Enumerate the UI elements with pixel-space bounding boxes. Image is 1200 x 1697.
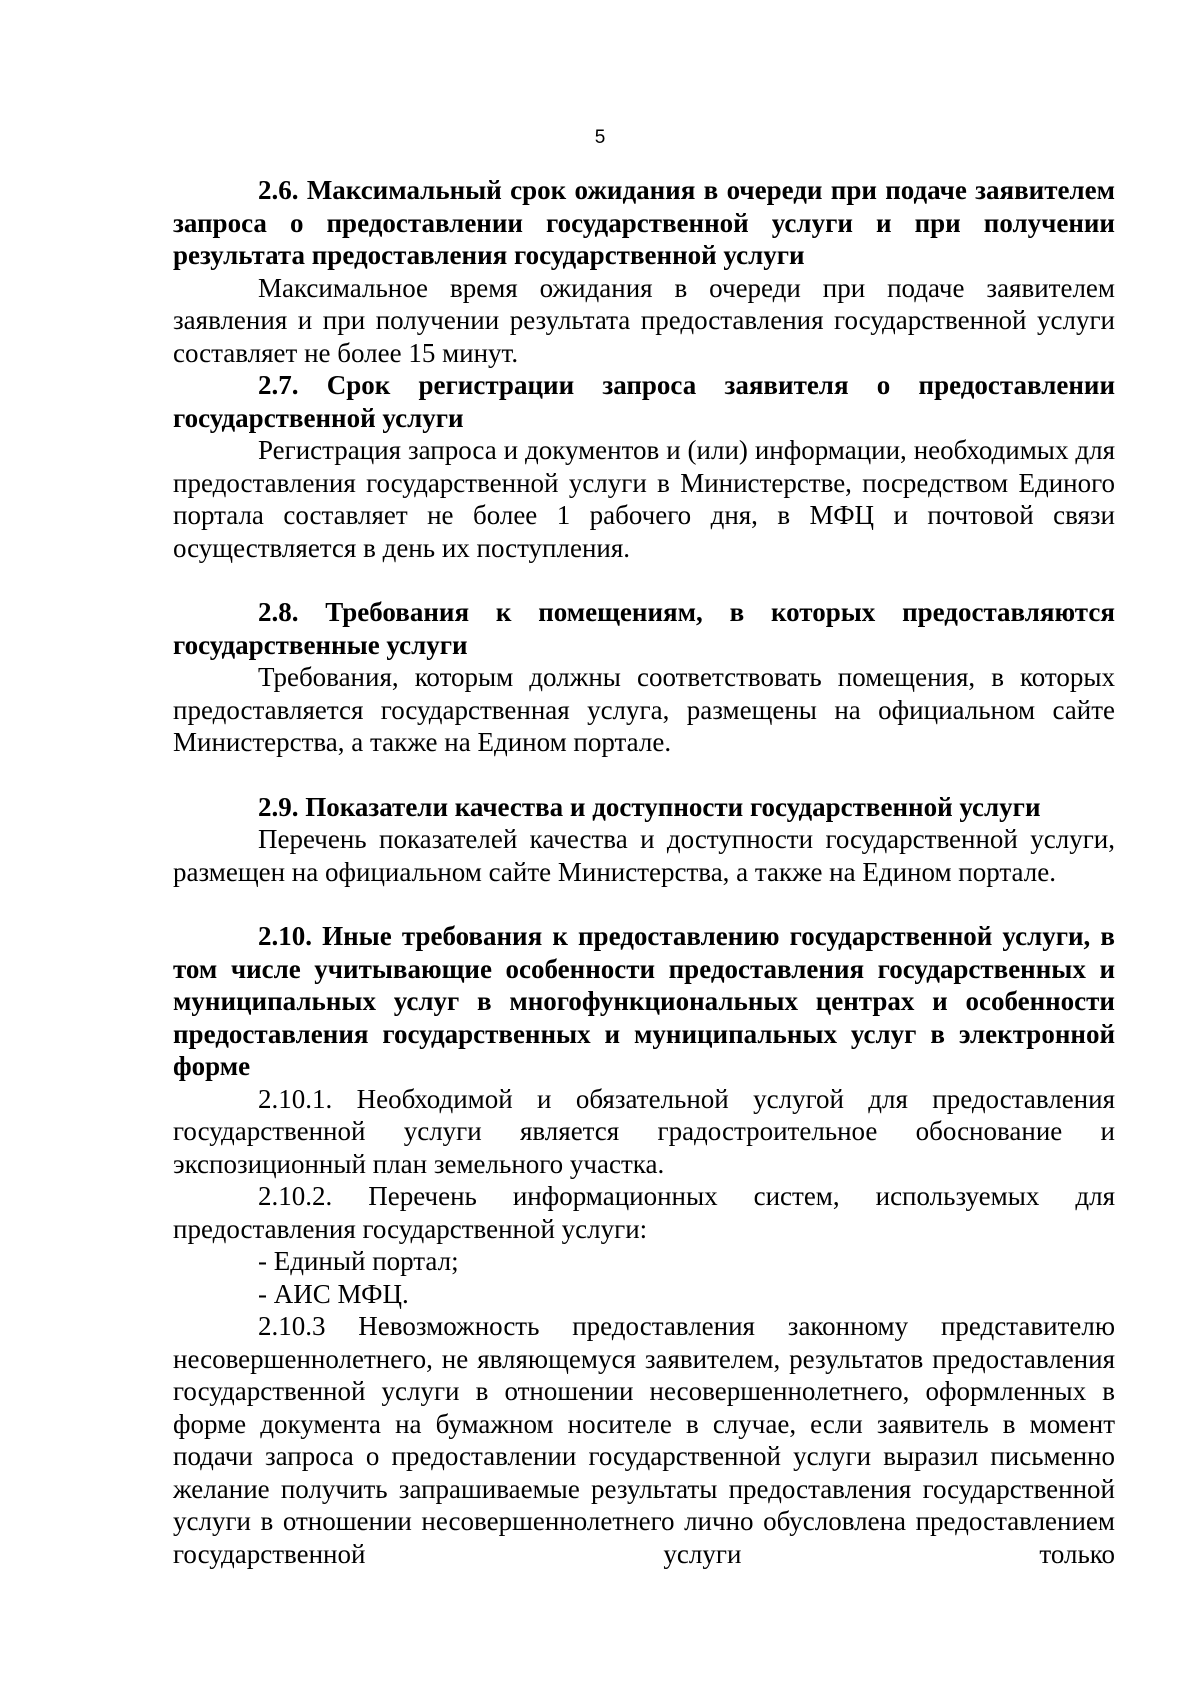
section-2-9-heading: 2.9. Показатели качества и доступности государственной услуги bbox=[258, 791, 1041, 822]
section-2-8 bbox=[173, 596, 1115, 759]
section-2-9 bbox=[173, 791, 1115, 889]
section-2-9-body: Перечень показателей качества и доступности государственной услуги, размещен на официальном сайте Министерства, а также на Едином портале. bbox=[173, 824, 1115, 887]
list-item: - АИС МФЦ. bbox=[258, 1278, 409, 1309]
page-content bbox=[173, 174, 1115, 1570]
section-2-8-heading: 2.8. Требования к помещениям, в которых предоставляются государственные услуги bbox=[173, 597, 1115, 660]
section-2-10-heading: 2.10. Иные требования к предоставлению государственной услуги, в том числе учитывающие особенности предоставления государственных и муниципальных услуг в многофункциональных центрах и особенности предоставления государственных и муниципальных услуг в электронной форме bbox=[173, 921, 1115, 1081]
section-2-8-body: Требования, которым должны соответствовать помещения, в которых предоставляется государственная услуга, размещены на официальном сайте Министерства, а также на Едином портале. bbox=[173, 662, 1115, 757]
section-2-6-body: Максимальное время ожидания в очереди при подаче заявителем заявления и при получении результата предоставления государственной услуги составляет не более 15 минут. bbox=[173, 272, 1115, 368]
section-2-6-heading: 2.6. Максимальный срок ожидания в очереди при подаче заявителем запроса о предоставлении государственной услуги и при получении результата предоставления государственной услуги bbox=[173, 175, 1115, 270]
section-2-10-3: 2.10.3 Невозможность предоставления законному представителю несовершеннолетнего, не являющемуся заявителем, результатов предоставления государственной услуги в отношении несовершеннолетнего, оформленных в форме документа на бумажном носителе в случае, если заявитель в момент подачи запроса о предоставлении государственной услуги выразил письменно желание получить запрашиваемые результаты предоставления государственной услуги в отношении несовершеннолетнего лично обусловлена предоставлением государственной услуги только bbox=[173, 1311, 1115, 1569]
section-2-7-heading: 2.7. Срок регистрации запроса заявителя о предоставлении государственной услуги bbox=[173, 370, 1115, 433]
section-2-7 bbox=[173, 369, 1115, 564]
section-2-10 bbox=[173, 920, 1115, 1570]
section-2-10-2: 2.10.2. Перечень информационных систем, используемых для предоставления государственной услуги: bbox=[173, 1181, 1115, 1244]
section-2-6 bbox=[173, 174, 1115, 369]
list-item: - Единый портал; bbox=[258, 1246, 459, 1276]
page-number: 5 bbox=[594, 127, 606, 148]
section-2-10-1: 2.10.1. Необходимой и обязательной услугой для предоставления государственной услуги является градостроительное обоснование и экспозиционный план земельного участка. bbox=[173, 1083, 1115, 1179]
section-2-7-body: Регистрация запроса и документов и (или) информации, необходимых для предоставления государственной услуги в Министерстве, посредством Единого портала составляет не более 1 рабочего дня, в МФЦ и почтовой связи осуществляется в день их поступления. bbox=[173, 435, 1115, 563]
